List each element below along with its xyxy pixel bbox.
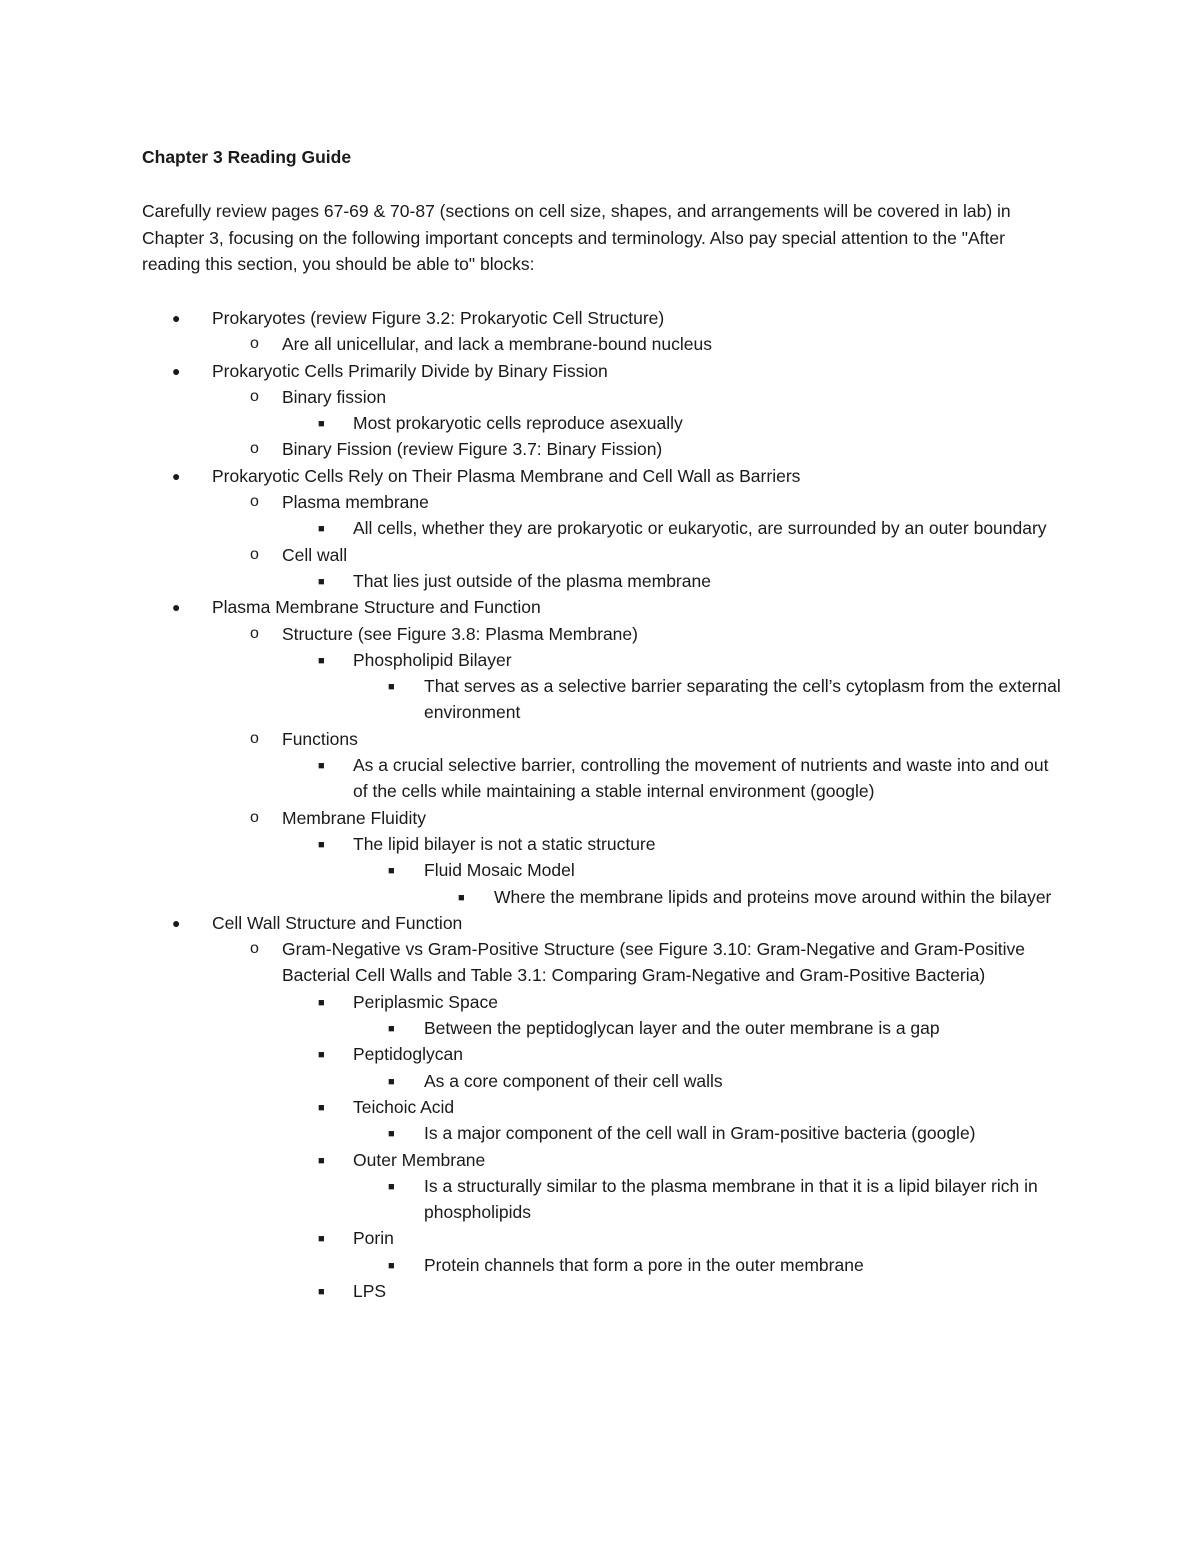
outline-item-level-3 [0,1147,1063,1173]
square-marker: ■ [318,1285,325,1298]
outline-item-level-1 [0,594,1062,620]
square-marker: ■ [388,1180,395,1193]
outline-item-level-2 [0,621,1062,647]
square-marker: ■ [318,523,325,536]
outline-item-text: Prokaryotes (review Figure 3.2: Prokaryotic Cell Structure) [212,308,665,328]
outline-item-level-3 [0,410,1063,436]
outline-item-level-1 [0,305,1062,331]
outline-item-text: As a crucial selective barrier, controlling the movement of nutrients and waste into and out of the cells while maintaining a stable internal environment (google) [353,755,1049,802]
outline-item-level-1 [0,910,1062,936]
outline-item-text: Membrane Fluidity [282,807,426,828]
outline-item-text: Are all unicellular, and lack a membrane-bound nucleus [282,334,712,355]
square-marker: ■ [388,681,395,694]
outline-item-level-1 [0,358,1062,384]
bullet-marker: ● [172,599,181,616]
outline-item-level-4 [0,1015,1064,1041]
outline-item-level-2 [0,936,1062,989]
outline-item-text: The lipid bilayer is not a static structure [353,833,656,854]
outline-item-text: Fluid Mosaic Model [424,860,575,881]
outline-item-text: Phospholipid Bilayer [353,649,512,670]
outline-item-text: Teichoic Acid [353,1096,455,1117]
outline-item-text: Is a major component of the cell wall in Gram-positive bacteria (google) [424,1123,976,1144]
outline-item-text: Periplasmic Space [353,991,498,1012]
square-marker: ■ [318,418,325,431]
outline-item-text: That lies just outside of the plasma membrane [353,570,711,591]
outline-item-level-3 [0,1225,1063,1251]
circle-marker: o [250,335,259,353]
outline-item-level-2 [0,489,1062,515]
outline-item-text: Between the peptidoglycan layer and the outer membrane is a gap [424,1018,940,1039]
page-title: Chapter 3 Reading Guide [142,147,352,167]
square-marker: ■ [318,654,325,667]
outline-item-level-2 [0,331,1062,357]
square-marker: ■ [388,1023,395,1036]
square-marker: ■ [318,1154,325,1167]
outline-item-level-2 [0,436,1062,462]
outline-item-text: Gram-Negative vs Gram-Positive Structure (see Figure 3.10: Gram-Negative and Gram-Positive Bacterial Cell Walls and Table 3.1: Comparing Gram-Negative and Gram-Positive Bacteria) [282,939,1026,986]
square-marker: ■ [318,1049,325,1062]
outline-item-text: All cells, whether they are prokaryotic or eukaryotic, are surrounded by an outer boundary [353,518,1047,539]
outline-item-level-5 [0,884,1064,910]
outline-item-level-3 [0,1041,1063,1067]
outline-item-level-4 [0,1068,1064,1094]
intro-paragraph: Carefully review pages 67-69 & 70-87 (sections on cell size, shapes, and arrangements will be covered in lab) in Chapter 3, focusing on the following important concepts and terminology. Also pay special attention to the "After reading this section, you should be able to" blocks: [142,201,1011,274]
outline-item-text: Plasma membrane [282,492,429,513]
outline-item-text: Cell wall [282,544,348,565]
square-marker: ■ [388,1259,395,1272]
outline-item-level-3 [0,568,1063,594]
outline-item-level-1 [0,463,1062,489]
outline-item-level-3 [0,1278,1063,1304]
outline-item-text: LPS [353,1280,387,1301]
outline-item-text: Plasma Membrane Structure and Function [212,597,541,618]
outline-item-level-4 [0,857,1064,883]
circle-marker: o [250,493,259,511]
circle-marker: o [250,440,259,458]
square-marker: ■ [388,865,395,878]
bullet-marker: ● [172,362,181,379]
bullet-marker: ● [172,914,181,931]
outline-item-text: Binary fission [282,386,387,407]
outline-item-text: As a core component of their cell walls [424,1070,723,1091]
square-marker: ■ [318,1233,325,1246]
bullet-marker: ● [172,310,181,326]
outline-item-text: Structure (see Figure 3.8: Plasma Membrane) [282,623,638,644]
square-marker: ■ [318,838,325,851]
outline-item-text: Peptidoglycan [353,1044,463,1065]
outline-item-level-2 [0,805,1062,831]
outline-item-text: Is a structurally similar to the plasma membrane in that it is a lipid bilayer rich in phospholipids [424,1175,1038,1223]
outline-item-text: Functions [282,728,358,749]
outline-item-text: Cell Wall Structure and Function [212,912,463,933]
outline-item-level-4 [0,1173,1064,1226]
circle-marker: o [250,729,259,747]
outline-item-text: Where the membrane lipids and proteins move around within the bilayer [494,886,1052,907]
square-marker: ■ [318,996,325,1009]
outline-item-level-3 [0,989,1063,1015]
outline-item-level-3 [0,831,1063,857]
outline-item-level-2 [0,542,1062,568]
circle-marker: o [250,940,259,958]
square-marker: ■ [318,575,325,588]
circle-marker: o [250,624,259,642]
outline-item-text: Binary Fission (review Figure 3.7: Binary Fission) [282,439,663,460]
outline-item-level-4 [0,673,1064,726]
outline-item-level-2 [0,384,1062,410]
outline-item-text: That serves as a selective barrier separating the cell’s cytoplasm from the external environment [424,676,1061,723]
square-marker: ■ [388,1128,395,1141]
outline-item-text: Prokaryotic Cells Rely on Their Plasma Membrane and Cell Wall as Barriers [212,465,801,486]
square-marker: ■ [388,1075,395,1088]
outline-item-text: Porin [353,1228,394,1249]
outline-list [0,305,1200,1304]
outline-item-level-3 [0,752,1063,805]
outline-item-level-3 [0,515,1063,541]
circle-marker: o [250,808,259,826]
outline-item-level-3 [0,647,1063,673]
bullet-marker: ● [172,467,181,484]
outline-item-text: Most prokaryotic cells reproduce asexually [353,413,683,434]
circle-marker: o [250,545,259,563]
square-marker: ■ [318,1101,325,1114]
outline-item-level-3 [0,1094,1063,1120]
outline-item-text: Prokaryotic Cells Primarily Divide by Binary Fission [212,360,608,381]
square-marker: ■ [458,891,465,904]
outline-item-text: Protein channels that form a pore in the outer membrane [424,1254,864,1275]
outline-item-level-4 [0,1252,1064,1278]
square-marker: ■ [318,760,325,773]
outline-item-level-4 [0,1120,1064,1146]
outline-item-text: Outer Membrane [353,1149,486,1170]
outline-item-level-2 [0,726,1062,752]
circle-marker: o [250,387,259,405]
